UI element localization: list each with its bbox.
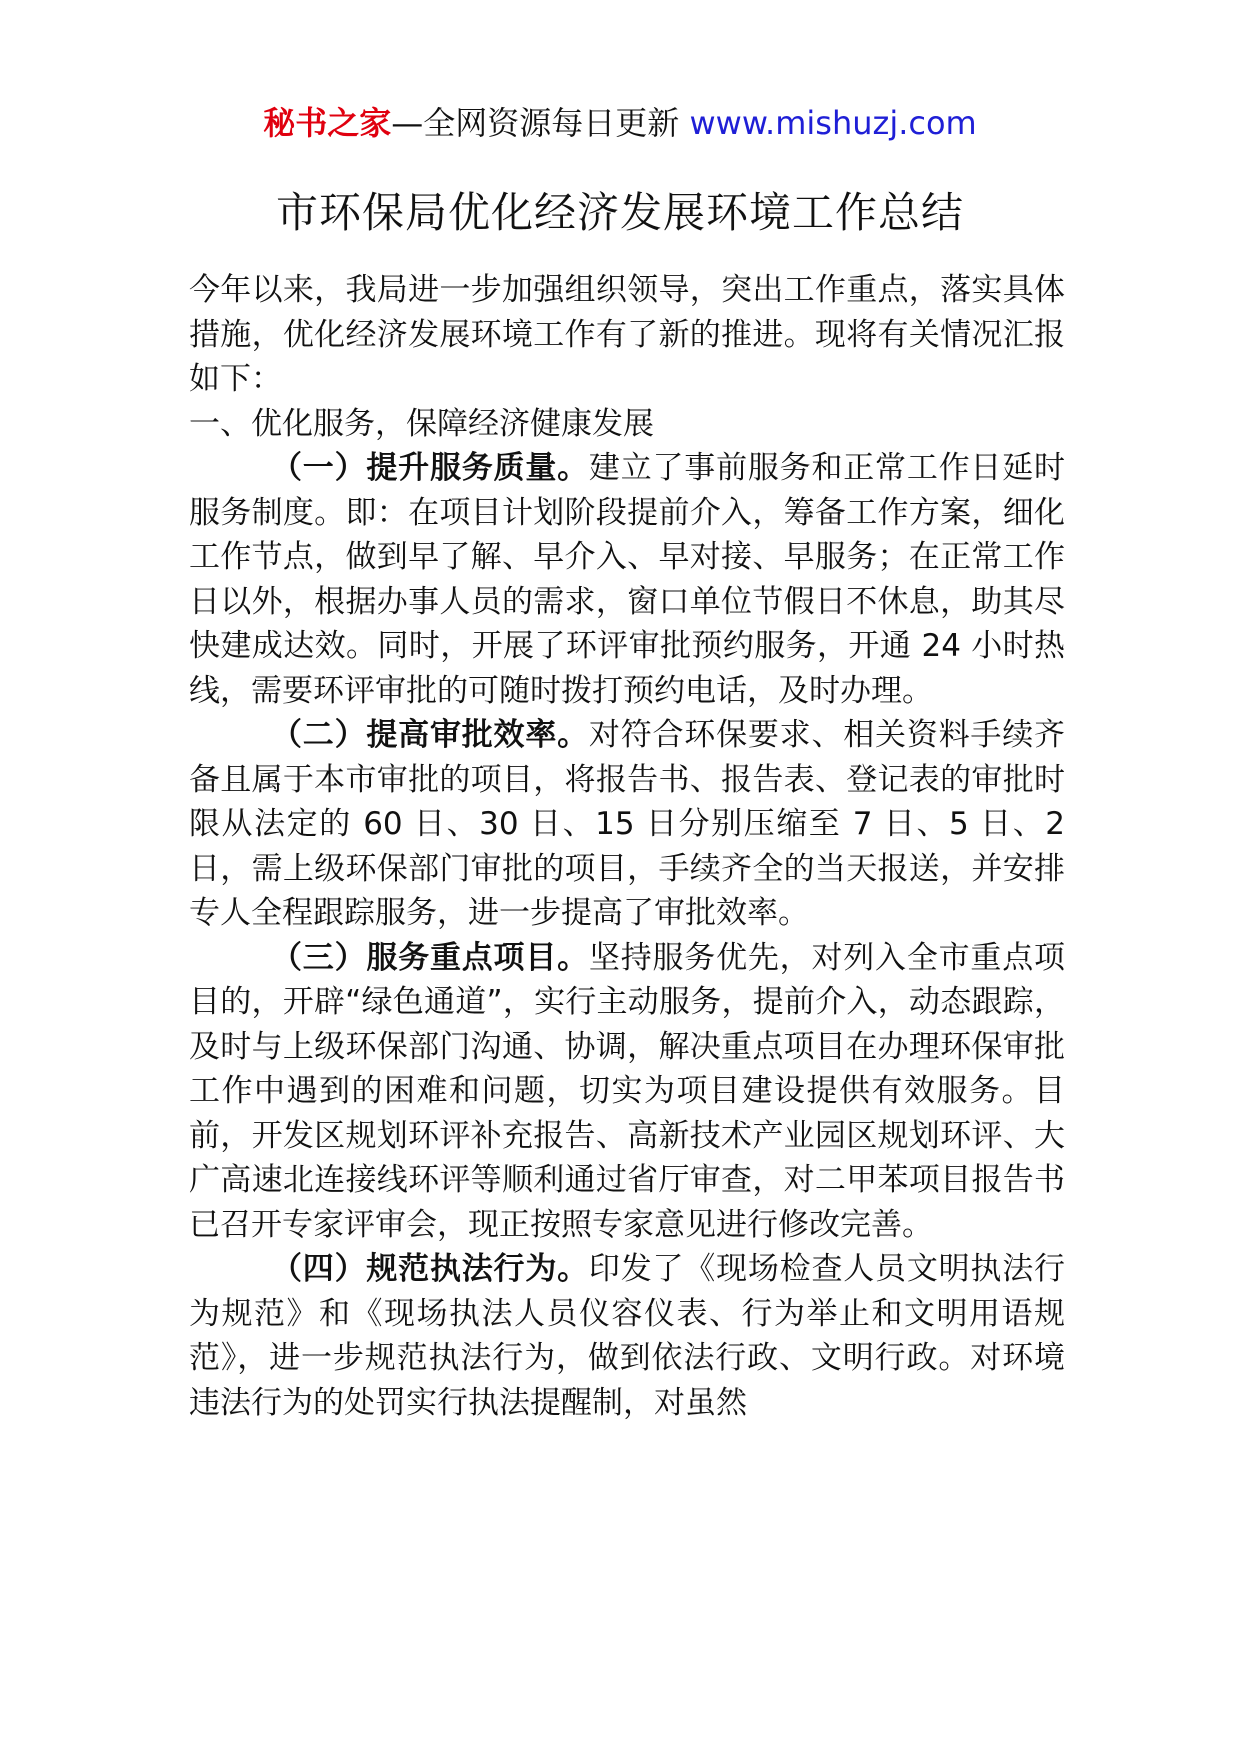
document-title: 市环保局优化经济发展环境工作总结 (275, 188, 964, 237)
item-paragraph (189, 713, 1065, 936)
item-heading: （二）提高审批效率。 (271, 717, 589, 753)
brand-name: 秘书之家 (263, 104, 392, 142)
item-body: 对符合环保要求、相关资料手续齐备且属于本市审批的项目，将报告书、报告表、登记表的审批时限从法定的 60 日、30 日、15 日分别压缩至 7 日、5 日、2 日，需上级环保部门审批的项目，手续齐全的当天报送，并安排专人全程跟踪服务，进一步提高了审批效率。 (189, 717, 1066, 931)
item-heading: （一）提升服务质量。 (271, 450, 589, 486)
item-paragraph (189, 936, 1065, 1248)
item-body: 建立了事前服务和正常工作日延时服务制度。即：在项目计划阶段提前介入，筹备工作方案，细化工作节点，做到早了解、早介入、早对接、早服务；在正常工作日以外，根据办事人员的需求，窗口单位节假日不休息，助其尽快建成达效。同时，开展了环评审批预约服务，开通 24 小时热线，需要环评审批的可随时拨打预约电话，及时办理。 (189, 450, 1066, 709)
header-tagline: —全网资源每日更新 (391, 104, 680, 142)
site-header (0, 100, 1240, 146)
document-body (189, 268, 1065, 1425)
item-heading: （三）服务重点项目。 (271, 939, 589, 976)
item-heading: （四）规范执法行为。 (271, 1251, 589, 1287)
item-body: 印发了《现场检查人员文明执法行为规范》和《现场执法人员仪容仪表、行为举止和文明用语规范》，进一步规范执法行为，做到依法行政、文明行政。对环境违法行为的处罚实行执法提醒制，对虽然 (189, 1251, 1066, 1421)
item-paragraph (189, 1247, 1065, 1425)
item-body: 坚持服务优先，对列入全市重点项目的，开辟“绿色通道”，实行主动服务，提前介入，动态跟踪，及时与上级环保部门沟通、协调，解决重点项目在办理环保审批工作中遇到的困难和问题，切实为项目建设提供有效服务。目前，开发区规划环评补充报告、高新技术产业园区规划环评、大广高速北连接线环评等顺利通过省厅审查，对二甲苯项目报告书已召开专家评审会，现正按照专家意见进行修改完善。 (189, 939, 1066, 1243)
item-paragraph (189, 446, 1065, 713)
site-url-link[interactable]: www.mishuzj.com (689, 104, 977, 142)
intro-paragraph: 今年以来，我局进一步加强组织领导，突出工作重点，落实具体措施，优化经济发展环境工作有了新的推进。现将有关情况汇报如下： (189, 272, 1065, 397)
section-heading: 一、优化服务，保障经济健康发展 (189, 405, 654, 442)
